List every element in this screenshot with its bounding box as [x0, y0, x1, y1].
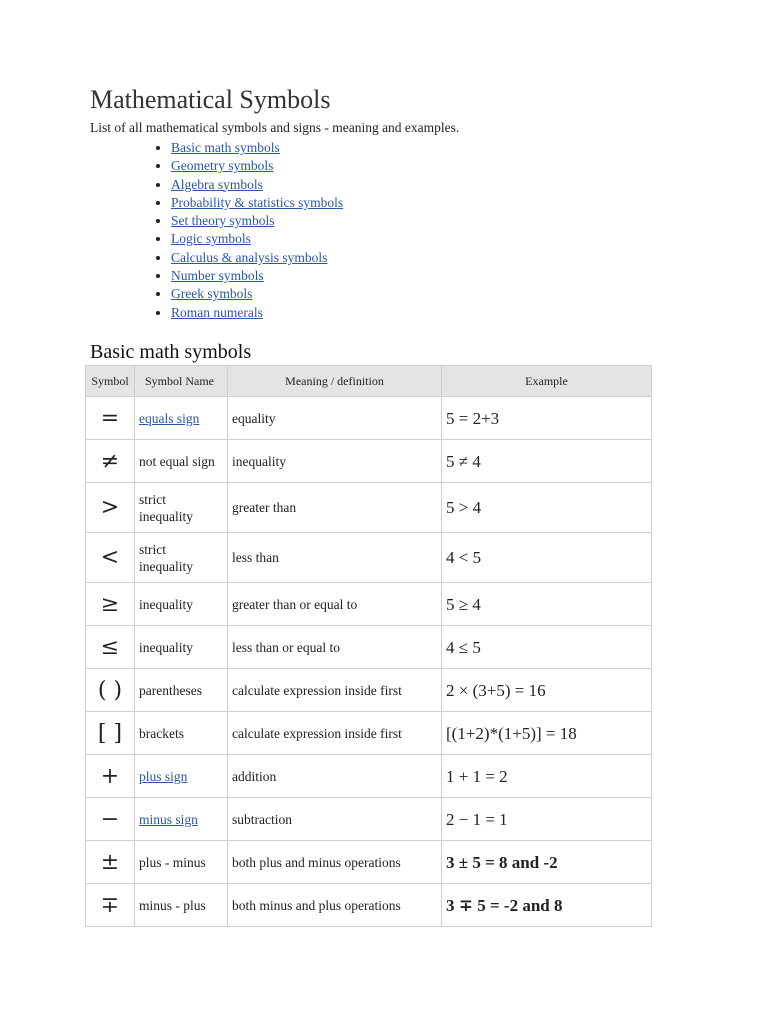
toc-link-geometry[interactable]: Geometry symbols: [171, 158, 274, 174]
toc-item: [171, 139, 343, 157]
toc-link-greek[interactable]: Greek symbols: [171, 286, 253, 302]
intro-text: List of all mathematical symbols and signs - meaning and examples.: [90, 120, 460, 135]
symbol-name-cell: strict inequality: [135, 483, 228, 533]
toc-link-logic[interactable]: Logic symbols: [171, 231, 251, 247]
toc-link-number[interactable]: Number symbols: [171, 268, 264, 284]
toc-item: [171, 176, 343, 194]
toc-link-set-theory[interactable]: Set theory symbols: [171, 213, 275, 229]
table-row: [86, 755, 652, 798]
table-header-row: [86, 366, 652, 397]
table-row: [86, 483, 652, 533]
example-cell: 4 ≤ 5: [442, 626, 652, 669]
toc-item: [171, 304, 343, 322]
meaning-cell: calculate expression inside first: [228, 712, 442, 755]
example-cell: 1 + 1 = 2: [442, 755, 652, 798]
symbol-name-cell: not equal sign: [135, 440, 228, 483]
meaning-cell: addition: [228, 755, 442, 798]
table-row: [86, 533, 652, 583]
toc-link-calculus[interactable]: Calculus & analysis symbols: [171, 249, 328, 265]
table-row: [86, 669, 652, 712]
symbol-glyph: <: [86, 533, 135, 583]
header-symbol: Symbol: [86, 366, 135, 397]
symbol-name-link[interactable]: minus sign: [139, 811, 198, 827]
symbol-name-cell: inequality: [135, 626, 228, 669]
table-row: [86, 397, 652, 440]
example-cell: 2 − 1 = 1: [442, 798, 652, 841]
header-symbol-name: Symbol Name: [135, 366, 228, 397]
symbol-glyph: −: [86, 798, 135, 841]
example-cell: 3 ∓ 5 = -2 and 8: [442, 884, 652, 927]
toc-link-roman[interactable]: Roman numerals: [171, 304, 263, 320]
example-cell: [(1+2)*(1+5)] = 18: [442, 712, 652, 755]
page-title: Mathematical Symbols: [90, 85, 331, 114]
symbols-table: [85, 365, 652, 927]
symbol-glyph: >: [86, 483, 135, 533]
meaning-cell: both plus and minus operations: [228, 841, 442, 884]
meaning-cell: less than: [228, 533, 442, 583]
symbol-name-cell: minus - plus: [135, 884, 228, 927]
toc-item: [171, 267, 343, 285]
section-heading: Basic math symbols: [90, 341, 252, 363]
symbol-name-cell: [135, 798, 228, 841]
symbol-glyph: ( ): [86, 669, 135, 712]
symbol-glyph: =: [86, 397, 135, 440]
meaning-cell: equality: [228, 397, 442, 440]
symbol-name-cell: plus - minus: [135, 841, 228, 884]
toc-item: [171, 285, 343, 303]
table-row: [86, 712, 652, 755]
symbol-name-cell: parentheses: [135, 669, 228, 712]
toc-link-algebra[interactable]: Algebra symbols: [171, 176, 263, 192]
symbol-glyph: ≥: [86, 583, 135, 626]
table-row: [86, 583, 652, 626]
symbol-name-cell: strict inequality: [135, 533, 228, 583]
symbol-glyph: ∓: [86, 884, 135, 927]
example-cell: 2 × (3+5) = 16: [442, 669, 652, 712]
table-body: [86, 397, 652, 927]
meaning-cell: calculate expression inside first: [228, 669, 442, 712]
meaning-cell: less than or equal to: [228, 626, 442, 669]
table-row: [86, 884, 652, 927]
toc-item: [171, 194, 343, 212]
table-of-contents: [131, 139, 343, 322]
header-example: Example: [442, 366, 652, 397]
toc-item: [171, 230, 343, 248]
example-cell: 5 > 4: [442, 483, 652, 533]
toc-link-basic-math[interactable]: Basic math symbols: [171, 140, 280, 155]
toc-item: [171, 157, 343, 175]
symbol-glyph: ≠: [86, 440, 135, 483]
table-row: [86, 798, 652, 841]
symbol-name-link[interactable]: plus sign: [139, 768, 188, 784]
table-row: [86, 440, 652, 483]
table-row: [86, 626, 652, 669]
meaning-cell: greater than: [228, 483, 442, 533]
symbol-glyph: ±: [86, 841, 135, 884]
symbol-name-cell: [135, 755, 228, 798]
example-cell: 3 ± 5 = 8 and -2: [442, 841, 652, 884]
meaning-cell: subtraction: [228, 798, 442, 841]
example-cell: 5 = 2+3: [442, 397, 652, 440]
toc-item: [171, 212, 343, 230]
toc-item: [171, 249, 343, 267]
meaning-cell: greater than or equal to: [228, 583, 442, 626]
symbol-name-cell: [135, 397, 228, 440]
toc-link-probability[interactable]: Probability & statistics symbols: [171, 194, 344, 210]
meaning-cell: both minus and plus operations: [228, 884, 442, 927]
symbol-glyph: ≤: [86, 626, 135, 669]
example-cell: 5 ≥ 4: [442, 583, 652, 626]
header-meaning: Meaning / definition: [228, 366, 442, 397]
symbol-name-cell: inequality: [135, 583, 228, 626]
example-cell: 4 < 5: [442, 533, 652, 583]
symbol-name-link[interactable]: equals sign: [139, 410, 200, 426]
symbol-name-cell: brackets: [135, 712, 228, 755]
table-row: [86, 841, 652, 884]
example-cell: 5 ≠ 4: [442, 440, 652, 483]
symbol-glyph: +: [86, 755, 135, 798]
symbol-glyph: [ ]: [86, 712, 135, 755]
meaning-cell: inequality: [228, 440, 442, 483]
